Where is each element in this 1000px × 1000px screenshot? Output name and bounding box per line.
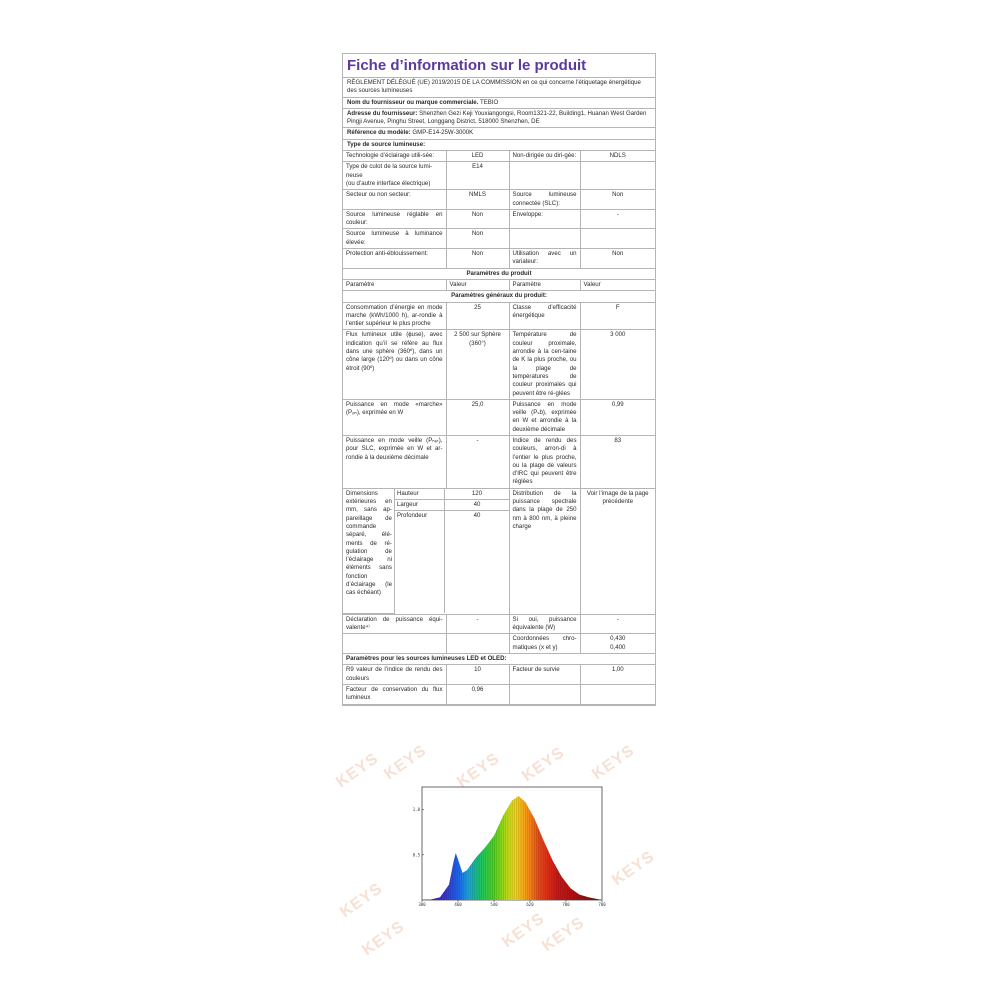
param-value: E14 <box>446 162 509 190</box>
param-label: Classe d’efficacité énergétique <box>509 302 580 330</box>
param-value: 0,430 0,400 <box>580 634 655 654</box>
param-value: 0,99 <box>580 399 655 435</box>
param-value: 10 <box>446 665 509 685</box>
param-label: Source lumineuse réglable en couleur: <box>343 209 446 229</box>
param-label: Protection anti-éblouissement: <box>343 249 446 269</box>
param-value: 83 <box>580 435 655 488</box>
table-row <box>343 634 655 654</box>
table-row <box>343 302 655 330</box>
section-heading-row <box>343 654 655 665</box>
spectrum-plot <box>330 749 650 947</box>
param-label: Source lumineuse à luminance élevée: <box>343 229 446 249</box>
param-label: Température de couleur proximale, arrondie à la cen-taine de K la plus proche, ou la plage de températures de couleur proximales qui peuvent être ré-glées <box>509 330 580 399</box>
param-value: 1,00 <box>580 665 655 685</box>
param-value: - <box>580 209 655 229</box>
param-label: Utilisation avec un variateur: <box>509 249 580 269</box>
address-value: Shenzhen Gezi Keji Youxiangongsi, Room1321-22, Building1, Huanan West Garden Pingji Avenue, Pinghu Street, Longgang District, 518000 Shenzhen, DE <box>347 109 647 126</box>
param-label: Enveloppe: <box>509 209 580 229</box>
param-label: Facteur de conservation du flux lumineux <box>343 684 446 704</box>
param-label: Consommation d’énergie en mode marche (kWh/1000 h), ar-rondie à l’entier supérieur le plus proche <box>343 302 446 330</box>
table-row <box>343 330 655 399</box>
param-label: Puissance en mode «marche» (Pₒₙ), exprimée en W <box>343 399 446 435</box>
table-row <box>343 684 655 704</box>
supplier-label: Nom du fournisseur ou marque commerciale. <box>347 98 479 106</box>
param-value: Non <box>580 249 655 269</box>
param-label: Puissance en mode veille (Pₙₑₜ), pour SLC, exprimée en W et ar-rondie à la deuxième décimale <box>343 435 446 488</box>
param-value <box>580 684 655 704</box>
dimensions-cell <box>343 488 509 614</box>
dimensions-row <box>343 488 655 614</box>
table-row <box>343 435 655 488</box>
address-label: Adresse du fournisseur: <box>347 109 418 117</box>
param-label: Secteur ou non secteur: <box>343 190 446 210</box>
param-value: 3 000 <box>580 330 655 399</box>
param-value: Non <box>580 190 655 210</box>
param-value: Voir l’image de la page précédente <box>580 488 655 614</box>
param-label: Non-dirigée ou diri-gée: <box>509 151 580 162</box>
dimensions-table <box>343 489 509 614</box>
supplier-value: TEBIO <box>479 98 499 106</box>
param-value: - <box>580 614 655 634</box>
param-value: Non <box>446 229 509 249</box>
model-row <box>343 128 655 139</box>
section-heading-row <box>343 291 655 302</box>
address-row <box>343 109 655 129</box>
param-label: Technologie d’éclairage utili-sée: <box>343 151 446 162</box>
column-header-row <box>343 279 655 290</box>
general-heading: Paramètres généraux du produit: <box>343 291 655 302</box>
param-label: Si oui, puissance équivalente (W) <box>509 614 580 634</box>
watermark-text: KEYS <box>333 749 382 792</box>
dimension-value: 40 <box>473 512 481 520</box>
param-label: Puissance en mode veille (Pₛb), exprimée en W et arrondie à la deuxième décimale <box>509 399 580 435</box>
param-value: 2 500 sur Sphère (360°) <box>446 330 509 399</box>
dimension-value: 40 <box>445 500 509 511</box>
param-label: Type de culot de la source lumi-neuse (ou d’autre interface électrique) <box>343 162 446 190</box>
dimension-name: Profondeur <box>394 511 444 614</box>
param-value: - <box>446 614 509 634</box>
param-label <box>343 634 446 654</box>
table-row <box>343 665 655 685</box>
param-value <box>580 162 655 190</box>
param-label: R9 valeur de l’indice de rendu des couleurs <box>343 665 446 685</box>
led-heading: Paramètres pour les sources lumineuses LED et OLED: <box>343 654 655 665</box>
param-label: Déclaration de puissance équi-valente⁴⁾ <box>343 614 446 634</box>
param-label: Facteur de survie <box>509 665 580 685</box>
table-row <box>343 209 655 229</box>
product-information-sheet <box>342 53 656 706</box>
watermark-text: KEYS <box>499 909 548 952</box>
dimension-value: 120 <box>445 489 509 500</box>
param-value: NDLS <box>580 151 655 162</box>
param-value: NMLS <box>446 190 509 210</box>
param-value: 0,96 <box>446 684 509 704</box>
x-tick-label: 540 <box>490 902 498 907</box>
supplier-row <box>343 98 655 109</box>
column-header: Valeur <box>580 279 655 290</box>
param-value: LED <box>446 151 509 162</box>
param-value: - <box>446 435 509 488</box>
table-row <box>343 151 655 162</box>
dimension-name: Largeur <box>394 500 444 511</box>
model-value: GMP-E14-25W-3000K <box>412 129 474 137</box>
param-label: Source lumineuse connectée (SLC): <box>509 190 580 210</box>
param-value: Non <box>446 209 509 229</box>
source-type-heading: Type de source lumineuse: <box>343 140 655 151</box>
table-row <box>343 162 655 190</box>
param-value: F <box>580 302 655 330</box>
x-tick-label: 380 <box>418 902 426 907</box>
column-header: Paramètre <box>509 279 580 290</box>
watermark-text: KEYS <box>359 917 408 960</box>
param-value: 25 <box>446 302 509 330</box>
param-value <box>580 229 655 249</box>
table-row <box>343 614 655 634</box>
x-tick-label: 460 <box>454 902 462 907</box>
column-header: Paramètre <box>343 279 446 290</box>
param-label: Coordonnées chro-matiques (x et y) <box>509 634 580 654</box>
model-label: Référence du modèle: <box>347 129 411 137</box>
table-row <box>343 229 655 249</box>
watermark-text: KEYS <box>381 741 430 784</box>
table-row <box>343 249 655 269</box>
regulation-text: RÈGLEMENT DÉLÉGUÉ (UE) 2019/2015 DE LA COMMISSION en ce qui concerne l’étiquetage énergétique des sources lumineuses <box>343 78 655 98</box>
param-value: 25,0 <box>446 399 509 435</box>
y-tick-label: 0.5 <box>412 852 420 858</box>
params-heading: Paramètres du produit <box>343 268 655 279</box>
x-tick-label: 620 <box>526 902 534 907</box>
dimensions-label: Dimensions extérieures en mm, sans ap-pareillage de commande séparé, élé-ments de ré-gulation de l’éclairage ni éléments sans fonction d’éclairage (le cas échéant) <box>343 489 394 614</box>
x-tick-label: 780 <box>598 902 606 907</box>
table-row <box>343 190 655 210</box>
watermark-text: KEYS <box>589 741 638 784</box>
table-row <box>343 399 655 435</box>
param-label <box>509 229 580 249</box>
watermark-text: KEYS <box>609 847 658 890</box>
y-tick-label: 1.0 <box>412 807 420 813</box>
param-label: Distribution de la puissance spectrale dans la plage de 250 nm à 800 nm, à pleine charge <box>509 488 580 614</box>
param-value <box>446 634 509 654</box>
param-label <box>509 162 580 190</box>
sheet-title: Fiche d’information sur le produit <box>343 54 655 78</box>
x-tick-label: 700 <box>562 902 570 907</box>
param-label: Indice de rendu des couleurs, arron-di à l’entier le plus proche, ou la plage de valeurs d’IRC qui peuvent être réglées <box>509 435 580 488</box>
section-heading-row <box>343 268 655 279</box>
dimension-name: Hauteur <box>394 489 444 500</box>
spectrum-chart <box>330 741 658 960</box>
watermark-text: KEYS <box>539 913 588 956</box>
param-value: Non <box>446 249 509 269</box>
watermark-text: KEYS <box>454 749 503 792</box>
param-label <box>509 684 580 704</box>
column-header: Valeur <box>446 279 509 290</box>
watermark-text: KEYS <box>519 743 568 786</box>
param-label: Flux lumineux utile (ϕuse), avec indication qu’il se réfère au flux dans une sphère (360º), dans un cône large (120º) ou dans un cône étroit (90º) <box>343 330 446 399</box>
dimension-row <box>343 489 509 500</box>
parameters-table <box>343 151 655 704</box>
watermark-text: KEYS <box>337 879 386 922</box>
